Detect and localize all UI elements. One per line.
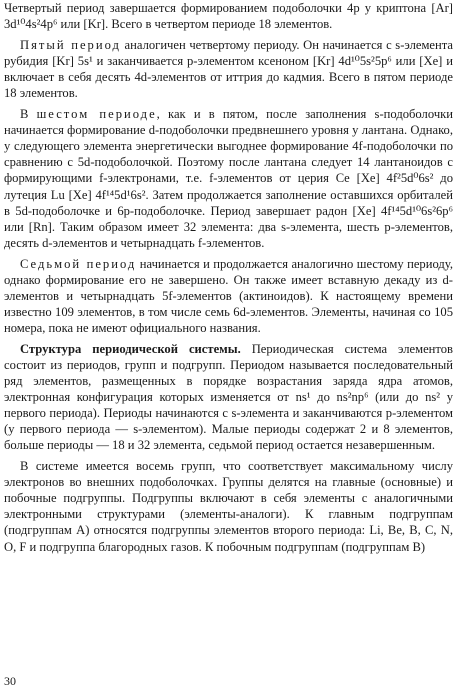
term-seventh-period: Седьмой период <box>20 256 137 271</box>
paragraph-period-4: Четвертый период завершается формированием подоболочки 4p у криптона [Ar] 3d¹⁰4s²4p⁶ или [Kr]. Всего в четвертом периоде 18 элементов. <box>4 1 453 32</box>
paragraph-structure: Структура периодической системы. Периодическая система элементов состоит из периодов, групп и подгрупп. Периодом называется последовательный ряд элементов, размещенных в порядке возрастания заряда ядра атомов, электронная конфигурация которых изменяется от ns¹ до ns²np⁶ (или до ns² у первого периода). Периоды начинаются с s-элемента и заканчиваются p-элементом (у первого периода — s-элементом). Малые периоды содержат 2 и 8 элементов, больше периоды — 18 и 32 элемента, седьмой период остается незавершенным. <box>4 341 453 453</box>
term-sixth-period: шестом периоде <box>36 107 157 122</box>
paragraph-period-7: Седьмой период начинается и продолжается аналогично шестому периоду, однако формирование его не завершено. Он также имеет вставную декаду из d-элементов и четырнадцать 5f-элементов (актиноидов). К настоящему времени известно 109 элементов, в том числе семь 6d-элементов. Элементы, начиная со 105 номера, пока не имеют официального названия. <box>4 256 453 335</box>
section-heading-structure: Структура периодической системы. <box>20 341 241 356</box>
term-fifth-period: Пятый период <box>20 38 121 53</box>
body-text <box>4 0 453 560</box>
paragraph-period-5: Пятый период аналогичен четвертому периоду. Он начинается с s-элемента рубидия [Kr] 5s¹ и заканчивается p-элементом ксеноном [Kr] 4d¹⁰5s²5p⁶ или [Xe] и включает в себя десять 4d-элементов от иттрия до кадмия. Всего в пятом периоде 18 элементов. <box>4 38 453 101</box>
paragraph-groups: В системе имеется восемь групп, что соответствует максимальному числу электронов во внешних подоболочках. Группы делятся на главные (основные) и побочные подгруппы. Подгруппы включают в себя элементы с аналогичными электронными структурами (элементы-аналоги). К главным подгруппам (подгруппам А) относятся подгруппы элементов второго периода: Li, Be, B, C, N, O, F и подгруппа благородных газов. К побочным подгруппам (подгруппам В) <box>4 459 453 554</box>
page-number: 30 <box>4 674 16 688</box>
paragraph-period-6: В шестом периоде, как и в пятом, после заполнения s-подоболочки начинается формирование d-подоболочки предвнешнего уровня у лантана. Однако, у следующего элемента энергетически выгоднее формирование 4f-подоболочки по сравнению с 5d-подоболочкой. Поэтому после лантана следует 14 лантаноидов с формирующими f-электронами, т.е. f-элементов от церия Ce [Xe] 4f²5d⁰6s² до лутеция Lu [Xe] 4f¹⁴5d¹6s². Затем продолжается заполнение оставшихся орбиталей в 5d-подоболочке и 6p-подоболочке. Период завершает радон [Xe] 4f¹⁴5d¹⁰6s²6p⁶ или [Rn]. Таким образом имеет 32 элемента: два s-элемента, шесть p-элементов, десять d-элементов и четырнадцать f-элементов. <box>4 107 454 250</box>
